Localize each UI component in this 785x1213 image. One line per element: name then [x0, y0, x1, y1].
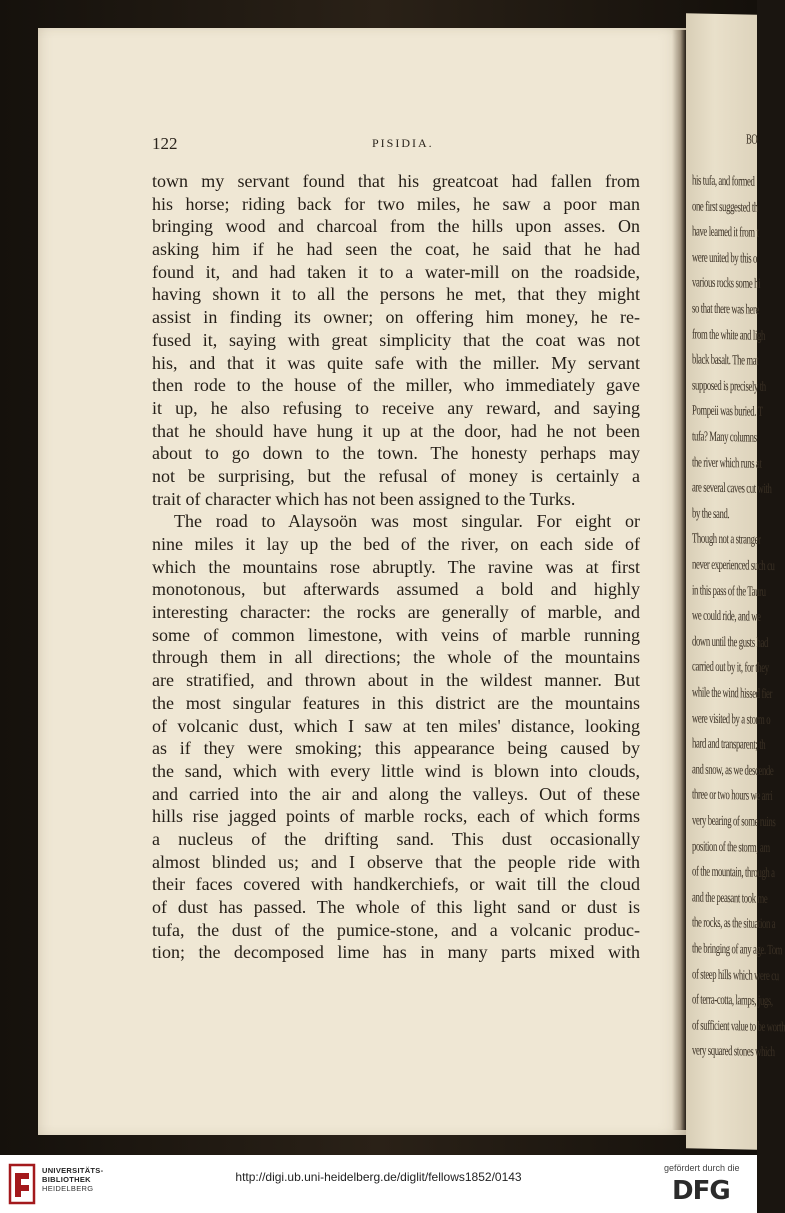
text-line: interesting character: the rocks are generally of marble, and [152, 602, 640, 623]
facing-page-line: very bearing of some ruins [692, 813, 776, 831]
text-line: trait of character which has not been assigned to the Turks. [152, 488, 576, 509]
facing-page-line: of steep hills which were cu [692, 966, 779, 984]
text-line: through them in all directions; the whole of the mountains [152, 647, 640, 668]
facing-page-line: from the white and ligh [692, 326, 765, 344]
facing-page-line: down until the gusts had [692, 634, 768, 651]
library-name-line3: HEIDELBERG [42, 1184, 94, 1193]
facing-page-line: his tufa, and formed [692, 173, 755, 190]
facing-page-edge [686, 13, 785, 1149]
facing-page-line: by the sand. [692, 506, 730, 522]
text-line: The road to Alaysoön was most singular. For eight or [174, 511, 640, 532]
text-line: hills rise jagged points of marble rocks, each of which forms [152, 806, 640, 827]
text-line: are stratified, and thrown about in the wildest manner. But [152, 670, 640, 691]
facing-page-line: three or two hours we arri [692, 787, 773, 805]
text-line: of dust has passed. The whole of this light sand or dust is [152, 897, 640, 917]
text-line: some of common limestone, with veins of marble running [152, 624, 640, 645]
text-line: fused it, saying with great simplicity that the coat was not [152, 329, 640, 350]
text-line: as if they were smoking; this appearance being caused by [152, 738, 640, 759]
text-line: found it, and had taken it to a water-mill on the roadside, [152, 261, 640, 282]
text-line: tufa, the dust of the pumice-stone, and a volcanic produc- [152, 919, 640, 940]
text-line: which the mountains rose abruptly. The ravine was at first [152, 556, 640, 577]
funder-caption: gefördert durch die [664, 1163, 740, 1173]
text-line: about to go down to the town. The honesty perhaps may [152, 443, 640, 464]
text-line: nine miles it lay up the bed of the river, on each side of [152, 534, 640, 554]
text-line: not be surprising, but the refusal of money is certainly a [152, 465, 640, 486]
facing-page-line: the bringing of any age. Tom [692, 941, 783, 959]
text-line: his horse; riding back for two miles, he saw a poor man [152, 193, 640, 214]
page-gutter [672, 30, 686, 1130]
permalink-url[interactable]: http://digi.ub.uni-heidelberg.de/diglit/fellows1852/0143 [235, 1170, 522, 1184]
text-line: asking him if he had seen the coat, he said that he had [152, 239, 640, 260]
facing-page-line: carried out by it, for they [692, 659, 769, 677]
facing-page-line: of the mountain, through a [692, 864, 775, 882]
text-line: bringing wood and charcoal from the hills upon asses. On [152, 216, 640, 237]
facing-page-line: black basalt. The mat [692, 352, 759, 369]
facing-page-line: and snow, as we descende [692, 762, 774, 779]
facing-page-line: and the peasant took me [692, 890, 768, 907]
facing-page-line: supposed is precisely th [692, 378, 766, 395]
facing-page-line: hard and transparent; th [692, 736, 766, 754]
text-line: his, and that it was quite safe with the miller. My servant [152, 352, 640, 373]
facing-page-line: while the wind hissed fier [692, 685, 773, 703]
page-number: 122 [152, 134, 178, 153]
facing-page-line: very squared stones which [692, 1043, 775, 1061]
facing-page-line: of sufficient value to be worth [692, 1018, 785, 1036]
facing-page-line: are several caves cut with [692, 480, 772, 498]
library-name-line2: BIBLIOTHEK [42, 1175, 91, 1184]
facing-page-line: the rocks, as the situation a [692, 915, 776, 933]
facing-page-line: of terra-cotta, lamps, jugs, [692, 992, 773, 1010]
text-line: tion; the decomposed lime has in many parts mixed with [152, 942, 640, 963]
facing-page-line: we could ride, and we [692, 608, 761, 626]
page-header [152, 134, 642, 154]
facing-page-line: in this pass of the Tauru [692, 582, 766, 600]
facing-page-line: position of the storm, am [692, 838, 770, 856]
facing-page-line: Though not a stranger [692, 531, 761, 549]
facing-page-line: have learned it from t [692, 224, 759, 241]
text-line: and carried into the air and along the valleys. Out of these [152, 783, 640, 804]
text-line: monotonous, but afterwards assumed a bold and highly [152, 579, 640, 600]
facing-page-line: Pompeii was buried. T [692, 403, 763, 421]
text-line: the sand, which with every little wind is blown into clouds, [152, 760, 640, 781]
facing-page-line: so that there was here [692, 301, 760, 318]
viewer-footer [0, 1155, 757, 1213]
text-line: town my servant found that his greatcoat had fallen from [152, 171, 640, 191]
facing-page-line: tufa? Many columns [692, 429, 757, 446]
text-line: the most singular features in this district are the mountains [152, 692, 640, 713]
text-line: that he should have hung it up at the door, had he not been [152, 420, 640, 441]
facing-page-line: the river which runs at [692, 454, 762, 472]
facing-page-line: never experienced such cu [692, 557, 775, 575]
text-line: having shown it to all the persons he met, that they might [152, 284, 640, 305]
text-line: almost blinded us; and I observe that the people ride with [152, 851, 640, 872]
facing-page-line: were visited by a storm o [692, 710, 771, 728]
text-line: assist in finding its owner; on offering him money, he re- [152, 307, 640, 328]
library-name-line1: UNIVERSITÄTS- [42, 1166, 104, 1175]
facing-page-line: various rocks some hi [692, 275, 761, 293]
facing-page-line: were united by this o [692, 250, 757, 267]
text-line: their faces covered with handkerchiefs, or wait till the cloud [152, 874, 640, 895]
facing-page-line: one first suggested th [692, 198, 758, 216]
dfg-logo: DFG [672, 1176, 730, 1206]
text-line: a nucleus of the drifting sand. This dust occasionally [152, 828, 640, 849]
running-head: PISIDIA. [372, 136, 434, 150]
body-text [152, 170, 640, 964]
text-line: of volcanic dust, which I saw at ten miles' distance, looking [152, 715, 640, 736]
text-line: then rode to the house of the miller, who immediately gave [152, 375, 640, 396]
facing-page-line: BO [746, 132, 758, 148]
text-line: it up, he also refusing to receive any reward, and saying [152, 397, 640, 418]
